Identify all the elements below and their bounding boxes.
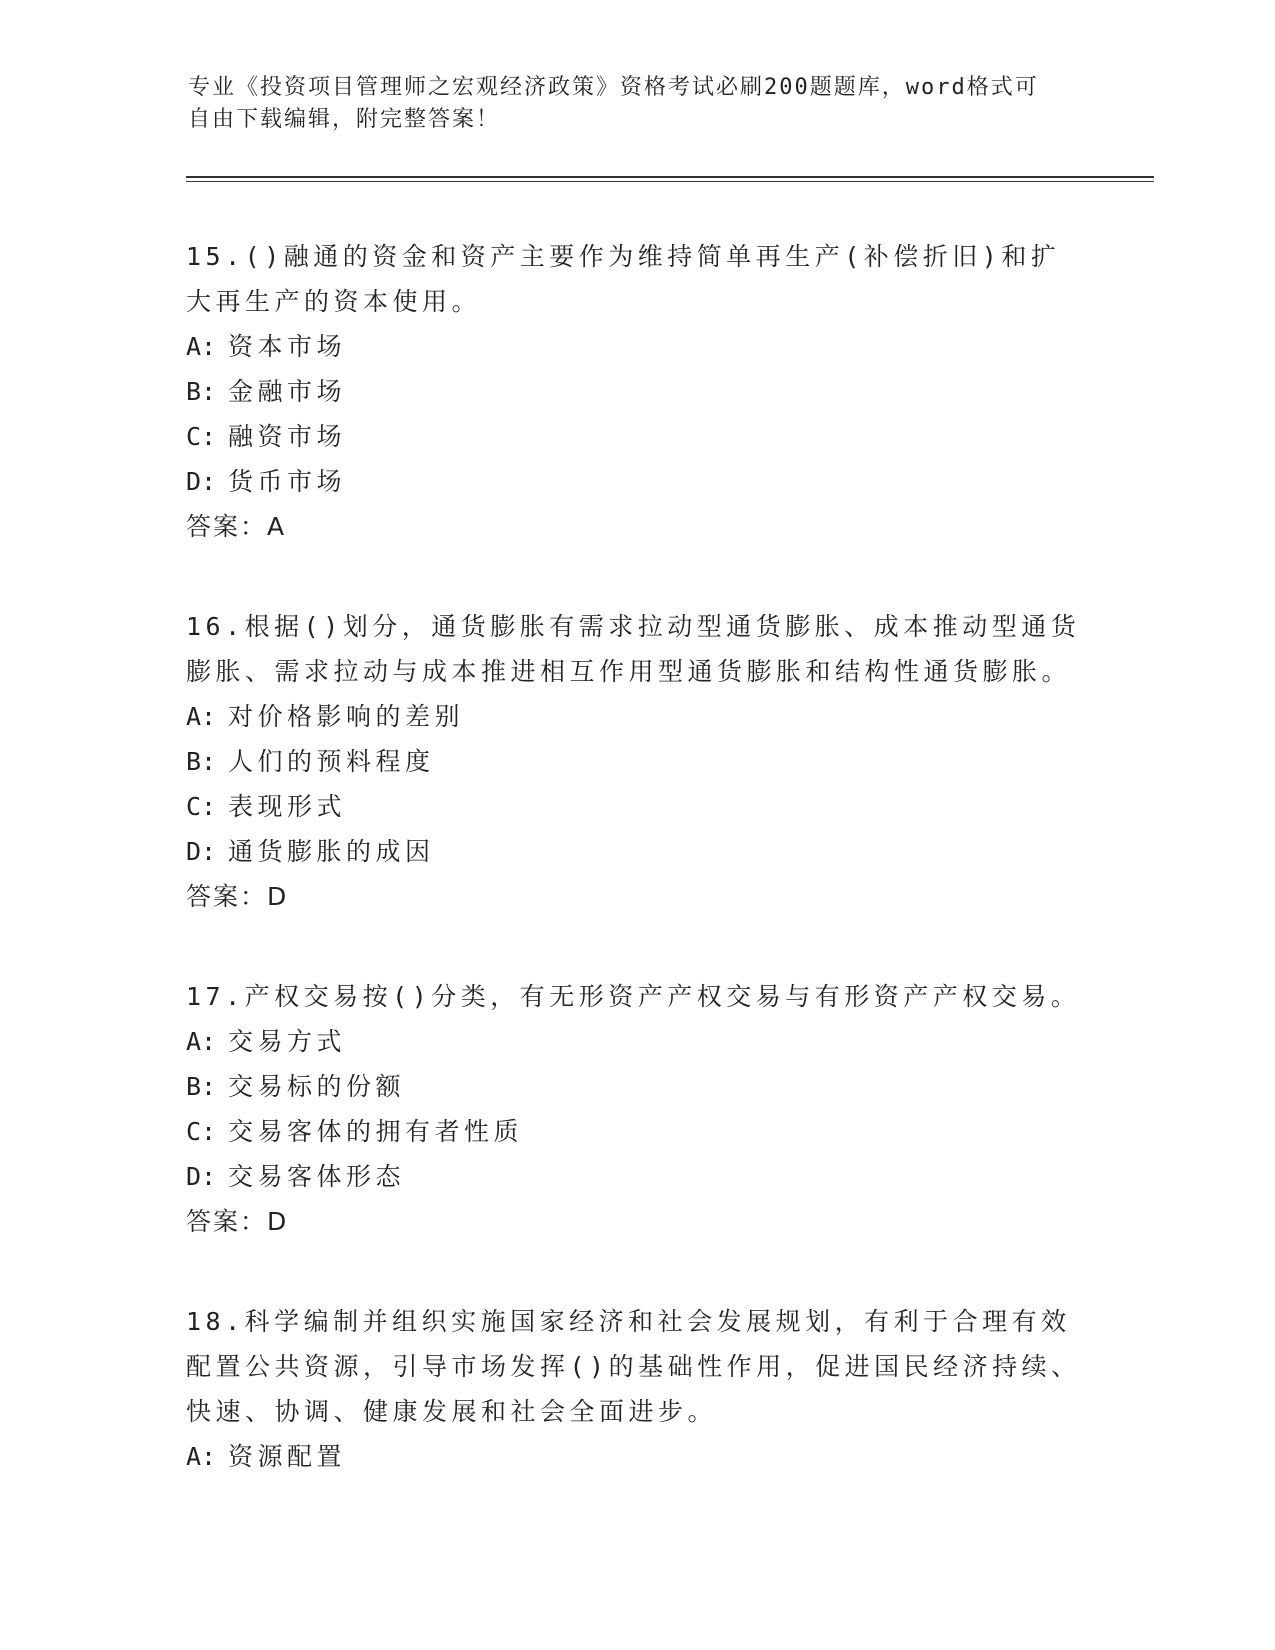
option-letter: C: (186, 792, 217, 821)
option-text: 货币市场 (228, 467, 347, 496)
option-text: 资源配置 (228, 1442, 347, 1471)
option-letter: D: (186, 1162, 217, 1191)
option-d (186, 829, 1086, 874)
header-title-line-2: 自由下载编辑，附完整答案！ (188, 107, 501, 132)
question-15 (186, 234, 1086, 549)
answer-line: 答案：D (186, 882, 289, 911)
option-letter: B: (186, 1072, 217, 1101)
question-list (186, 234, 1086, 1534)
option-a (186, 1019, 1086, 1064)
option-b (186, 369, 1086, 414)
option-text: 金融市场 (228, 377, 347, 406)
option-letter: B: (186, 747, 217, 776)
question-text: 17.产权交易按()分类，有无形资产产权交易与有形资产产权交易。 (186, 982, 1081, 1011)
option-letter: A: (186, 1442, 217, 1471)
option-letter: C: (186, 1117, 217, 1146)
document-header (188, 72, 1088, 136)
answer-line: 答案：D (186, 1207, 289, 1236)
option-letter: C: (186, 422, 217, 451)
option-b (186, 739, 1086, 784)
option-text: 融资市场 (228, 422, 347, 451)
option-c (186, 1109, 1086, 1154)
header-divider (186, 176, 1154, 182)
option-text: 交易客体形态 (228, 1162, 406, 1191)
option-text: 资本市场 (228, 332, 347, 361)
option-text: 对价格影响的差别 (228, 702, 465, 731)
option-letter: D: (186, 837, 217, 866)
option-a (186, 1434, 1086, 1479)
option-letter: A: (186, 702, 217, 731)
option-letter: A: (186, 332, 217, 361)
answer-line: 答案：A (186, 512, 287, 541)
question-17 (186, 974, 1086, 1244)
question-16 (186, 604, 1086, 919)
option-c (186, 414, 1086, 459)
option-letter: B: (186, 377, 217, 406)
option-d (186, 459, 1086, 504)
option-text: 表现形式 (228, 792, 347, 821)
option-c (186, 784, 1086, 829)
option-text: 交易客体的拥有者性质 (228, 1117, 524, 1146)
option-a (186, 324, 1086, 369)
option-text: 通货膨胀的成因 (228, 837, 435, 866)
option-letter: A: (186, 1027, 217, 1056)
question-text: 16.根据()划分，通货膨胀有需求拉动型通货膨胀、成本推动型通货膨胀、需求拉动与成本推进相互作用型通货膨胀和结构性通货膨胀。 (186, 612, 1081, 686)
option-a (186, 694, 1086, 739)
option-b (186, 1064, 1086, 1109)
option-text: 人们的预料程度 (228, 747, 435, 776)
option-letter: D: (186, 467, 217, 496)
question-text: 15.()融通的资金和资产主要作为维持简单再生产(补偿折旧)和扩大再生产的资本使用。 (186, 242, 1061, 316)
option-d (186, 1154, 1086, 1199)
header-title-line-1: 专业《投资项目管理师之宏观经济政策》资格考试必刷200题题库，word格式可 (188, 75, 1039, 100)
question-18 (186, 1299, 1086, 1479)
option-text: 交易标的份额 (228, 1072, 406, 1101)
question-text: 18.科学编制并组织实施国家经济和社会发展规划，有利于合理有效配置公共资源，引导市场发挥()的基础性作用，促进国民经济持续、快速、协调、健康发展和社会全面进步。 (186, 1307, 1081, 1426)
option-text: 交易方式 (228, 1027, 347, 1056)
